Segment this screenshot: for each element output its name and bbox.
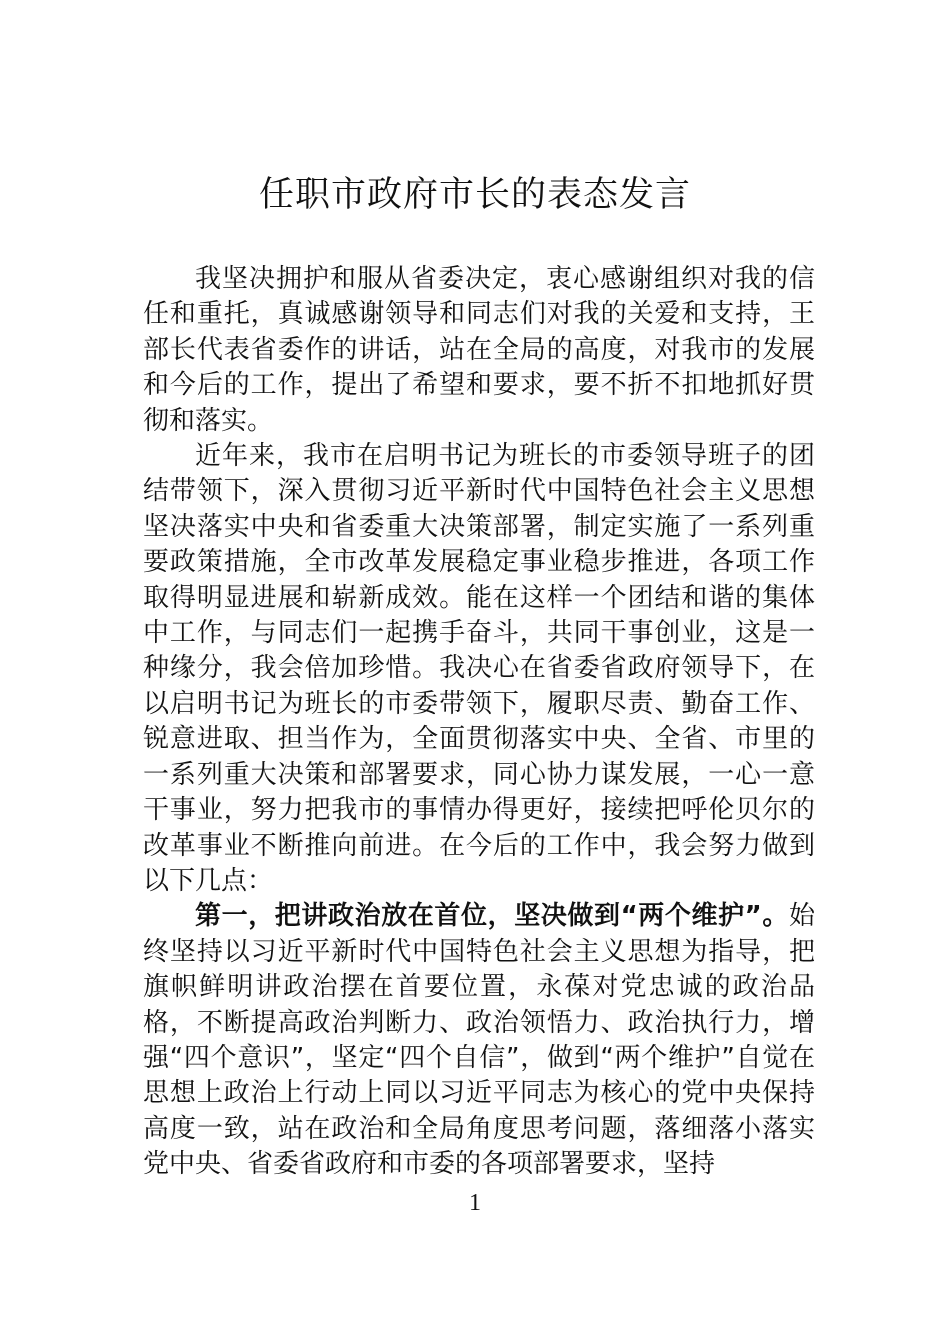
document-title: 任职市政府市长的表态发言 [258,175,691,215]
point-one-heading: 第一，把讲政治放在首位，坚决做到“两个维护”。 [195,901,789,932]
document-body [143,262,815,1183]
paragraph-3 [143,899,815,1182]
point-one-text: 始终坚持以习近平新时代中国特色社会主义思想为指导，把旗帜鲜明讲政治摆在首要位置，永葆对党忠诚的政治品格，不断提高政治判断力、政治领悟力、政治执行力，增强“四个意识”，坚定“四个自信”，做到“两个维护”自觉在思想上政治上行动上同以习近平同志为核心的党中央保持高度一致，站在政治和全局角度思考问题，落细落小落实党中央、省委省政府和市委的各项部署要求，坚持 [143,901,815,1180]
paragraph-1: 我坚决拥护和服从省委决定，衷心感谢组织对我的信任和重托，真诚感谢领导和同志们对我的关爱和支持，王部长代表省委作的讲话，站在全局的高度，对我市的发展和今后的工作，提出了希望和要求，要不折不扣地抓好贯彻和落实。 [143,264,815,436]
paragraph-2: 近年来，我市在启明书记为班长的市委领导班子的团结带领下，深入贯彻习近平新时代中国特色社会主义思想坚决落实中央和省委重大决策部署，制定实施了一系列重要政策措施，全市改革发展稳定事业稳步推进，各项工作取得明显进展和崭新成效。能在这样一个团结和谐的集体中工作，与同志们一起携手奋斗，共同干事创业，这是一种缘分，我会倍加珍惜。我决心在省委省政府领导下，在以启明书记为班长的市委带领下，履职尽责、勤奋工作、锐意进取、担当作为，全面贯彻落实中央、全省、市里的一系列重大决策和部署要求，同心协力谋发展，一心一意干事业，努力把我市的事情办得更好，接续把呼伦贝尔的改革事业不断推向前进。在今后的工作中，我会努力做到以下几点： [143,441,815,896]
page-number: 1 [469,1190,481,1216]
